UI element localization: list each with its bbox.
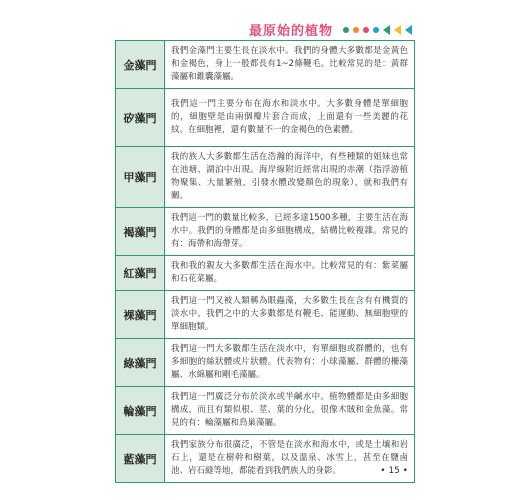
table-row (116, 208, 415, 256)
table-row (116, 387, 415, 435)
decoration-triangle (405, 25, 412, 35)
phylum-description: 我們這一門主要分布在海水和淡水中。大多數身體是單細胞的，細胞壁是由兩個瓣片套合而成，上面還有一些美麗的花紋。在細胞裡，還有數量不一的金褐色的色素體。 (165, 89, 415, 147)
table-row (116, 89, 415, 147)
phylum-description: 我和我的親友大多數都生活在海水中。比較常見的有：紫菜屬和石花菜屬。 (165, 256, 415, 291)
phylum-description: 我們這一門廣泛分布於淡水或半鹹水中。植物體都是由多細胞構成，而且有類似根、莖、葉的分化，很像木賊和金魚藻。常見的有：輪藻屬和鳥巢藻屬。 (165, 387, 415, 435)
phylum-description: 我們這一門的數量比較多，已經多達1500多種，主要生活在海水中。我們的身體都是由多細胞構成，結構比較複雜。常見的有：海帶和海帶芽。 (165, 208, 415, 256)
table-row (116, 291, 415, 339)
table-row (116, 147, 415, 208)
phylum-name: 金藻門 (116, 41, 165, 89)
decoration-triangle (394, 25, 401, 35)
table-row (116, 435, 415, 483)
phylum-name: 輪藻門 (116, 387, 165, 435)
phylum-description: 我們這一門大多數都生活在淡水中，有單細胞或群體的，也有多細胞的絲狀體或片狀體。代表物有：小球藻屬、群體的柵藻屬、水綿屬和剛毛藻屬。 (165, 339, 415, 387)
section-title: 最原始的植物 (248, 24, 333, 39)
phylum-description: 我們金藻門主要生長在淡水中。我們的身體大多數都是金黃色和金褐色，身上一般都長有1~2條鞭毛。比較常見的是：黃群藻屬和錐囊藻屬。 (165, 41, 415, 89)
phylum-name: 藍藻門 (116, 435, 165, 483)
phylum-name: 甲藻門 (116, 147, 165, 208)
page-number: • 15 • (380, 466, 408, 476)
phylum-name: 紅藻門 (116, 256, 165, 291)
phylum-description: 我們這一門又被人類稱為眼蟲藻，大多數生長在含有有機質的淡水中。我們之中的大多數都是有鞭毛、能運動、無細胞壁的單細胞類。 (165, 291, 415, 339)
table-row (116, 256, 415, 291)
table-row (116, 41, 415, 89)
decoration-dot (363, 27, 369, 33)
header-decoration (343, 25, 412, 35)
decoration-dot (373, 27, 379, 33)
phylum-name: 矽藻門 (116, 89, 165, 147)
decoration-dot (343, 27, 349, 33)
phylum-description: 我們家族分布很廣泛，不管是在淡水和海水中，或是土壤和岩石上，還是在樹幹和樹葉，以及溫泉、冰雪上，甚至在鹽鹵池、岩石縫等地，都能看到我們族人的身影。 (165, 435, 415, 483)
table-row (116, 339, 415, 387)
phylum-name: 裸藻門 (116, 291, 165, 339)
phylum-name: 綠藻門 (116, 339, 165, 387)
page-header (249, 20, 412, 39)
decoration-triangle (383, 25, 390, 35)
algae-table (115, 40, 415, 483)
phylum-description: 我的族人大多數都生活在浩瀚的海洋中，有些種類的姐妹也常在池塘、湖泊中出現。海岸線附近經常出現的赤潮（指浮游植物聚集、大量繁殖，引發水體改變顏色的現象），就和我們有關。 (165, 147, 415, 208)
phylum-name: 褐藻門 (116, 208, 165, 256)
decoration-dot (353, 27, 359, 33)
